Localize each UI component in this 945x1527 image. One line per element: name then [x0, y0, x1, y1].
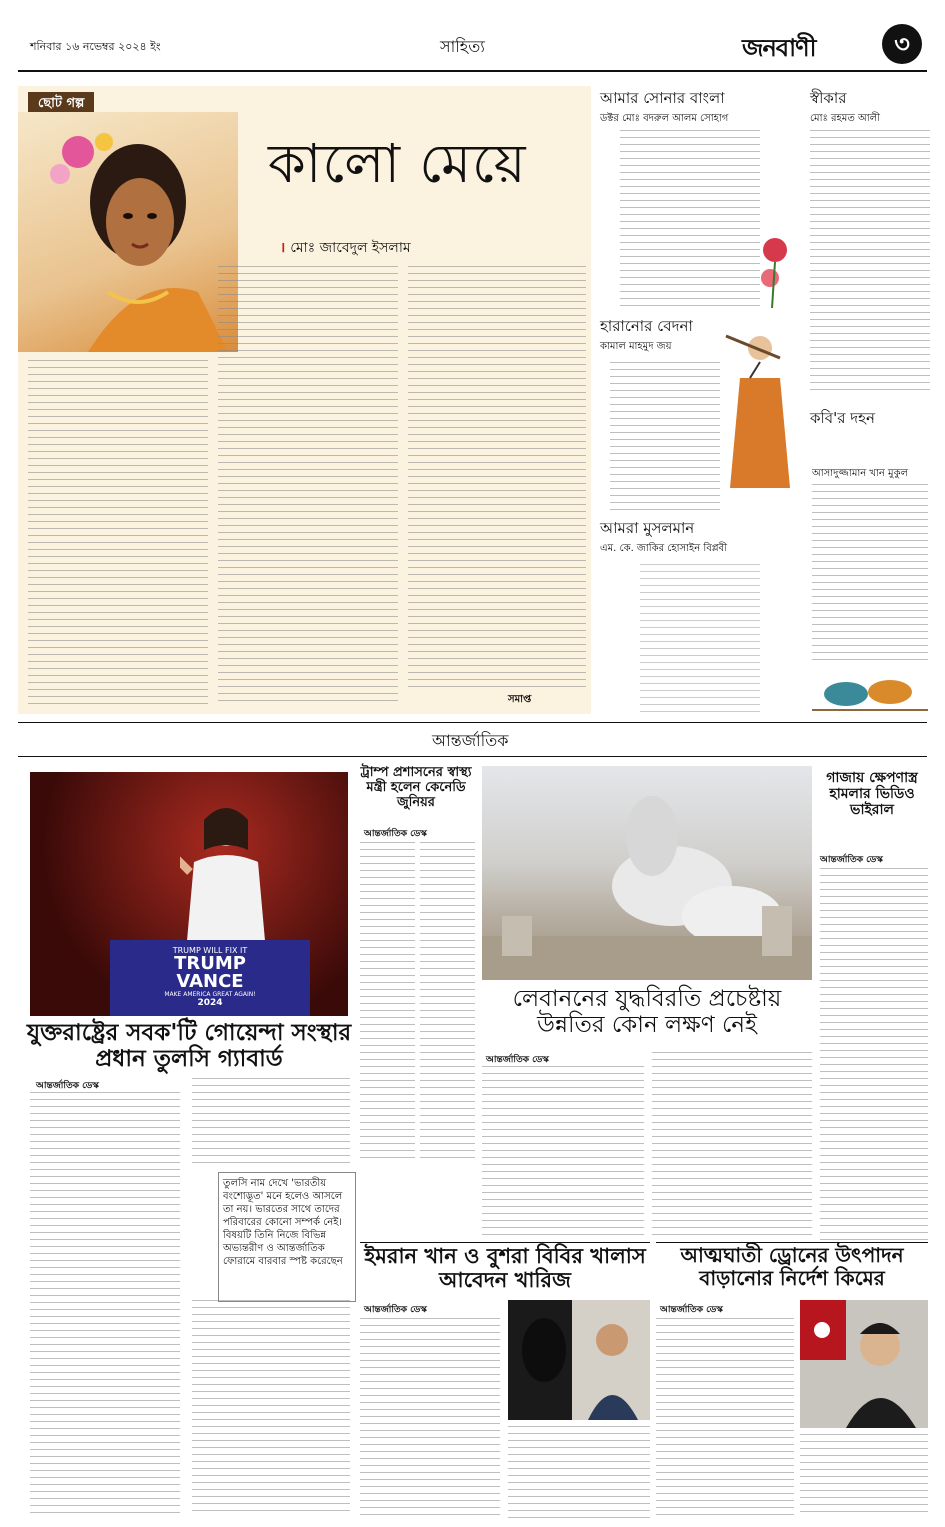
- podium-line-5: 2024: [197, 998, 223, 1008]
- podium-line-3: VANCE: [176, 971, 244, 992]
- poem-text: [640, 564, 760, 714]
- podium-line-2: TRUMP: [174, 953, 246, 974]
- story-panel: [18, 86, 591, 714]
- imran-headline: ইমরান খান ও বুশরা বিবির খালাস আবেদন খারিজ: [364, 1244, 646, 1293]
- story-column-2: [218, 266, 398, 705]
- brand-logo: জনবাণী: [742, 34, 816, 62]
- podium-line-4: MAKE AMERICA GREAT AGAIN!: [164, 991, 256, 998]
- gabbard-headline: যুক্তরাষ্ট্রের সবক'টি গোয়েন্দা সংস্থার প্রধান তুলসি গ্যাবার্ড: [26, 1020, 352, 1073]
- gabbard-column-1: [30, 1092, 180, 1517]
- lebanon-headline: লেবাননের যুদ্ধবিরতি প্রচেষ্টায় উন্নতির কোন লক্ষণ নেই: [512, 986, 782, 1039]
- poem-author: মোঃ রহমত আলী: [810, 113, 880, 125]
- kim-photo: [800, 1300, 928, 1428]
- poem-title: কবি'র দহন: [810, 409, 875, 427]
- section-rule-top: [18, 722, 927, 723]
- poem-title: আমরা মুসলমান: [600, 519, 695, 537]
- poem-text: [610, 362, 720, 516]
- section-title: সাহিত্য: [440, 37, 485, 56]
- gabbard-figure: [180, 802, 270, 952]
- story-column-3: [408, 266, 586, 690]
- poem-author: ডক্টর মোঃ বদরুল আলম সোহাগ: [600, 113, 729, 125]
- gabbard-pullquote: তুলসি নাম দেখে 'ভারতীয় বংশোদ্ভূত' মনে হলেও আসলে তা নয়। ভারতের সাথে তাদের পরিবারের কোনো সম্পর্ক নেই। বিষয়টি তিনি নিজে বিভিন্ন অভ্যন্তরীণ ও আন্তর্জাতিক ফোরামে বারবার স্পষ্ট করেছেন: [218, 1172, 356, 1302]
- poem-title: স্বীকার: [810, 89, 847, 107]
- poem-swikar: [810, 90, 930, 390]
- page-number-badge: ৩: [882, 24, 922, 64]
- smoke-cloud-icon: [482, 766, 812, 980]
- gabbard-desk: আন্তর্জাতিক ডেস্ক: [36, 1081, 99, 1091]
- section2-title: আন্তর্জাতিক: [432, 731, 509, 750]
- poem-text: [620, 130, 760, 312]
- kennedy-column-1: [360, 842, 415, 1164]
- lebanon-column-1: [482, 1066, 644, 1236]
- kennedy-headline: ট্রাম্প প্রশাসনের স্বাস্থ্য মন্ত্রী হলেন কেনেডি জুনিয়র: [360, 765, 472, 810]
- poem-title: আমার সোনার বাংলা: [600, 89, 725, 107]
- podium-line-1: TRUMP WILL FIX IT: [172, 946, 248, 955]
- kennedy-column-2: [420, 842, 475, 1164]
- page-header: [0, 0, 945, 78]
- poem-author: এম. কে. জাকির হোসাইন বিপ্লবী: [600, 543, 728, 555]
- lebanon-desk: আন্তর্জাতিক ডেস্ক: [486, 1055, 549, 1065]
- flute-player-icon: [720, 318, 800, 508]
- poem-amar-sonar-bangla: [600, 90, 800, 315]
- story-title: কালো মেয়ে: [268, 132, 527, 195]
- rose-icon: [750, 230, 800, 310]
- kim-column-1: [656, 1318, 794, 1518]
- header-rule: [18, 70, 927, 72]
- gabbard-column-2b: [192, 1300, 350, 1517]
- gaza-column: [820, 868, 928, 1240]
- lebanon-photo: [482, 766, 812, 980]
- gaza-headline: গাজায় ক্ষেপণাস্ত্র হামলার ভিডিও ভাইরাল: [826, 770, 918, 819]
- imran-rule: [360, 1242, 650, 1243]
- poem-amra-musalman: [600, 520, 805, 715]
- kennedy-desk: আন্তর্জাতিক ডেস্ক: [364, 829, 427, 839]
- gabbard-column-2: [192, 1078, 350, 1168]
- birds-icon: [810, 670, 930, 714]
- kim-desk: আন্তর্জাতিক ডেস্ক: [660, 1305, 723, 1315]
- issue-date: শনিবার ১৬ নভেম্বর ২০২৪ ইং: [30, 40, 161, 53]
- gaza-desk: আন্তর্জাতিক ডেস্ক: [820, 855, 883, 865]
- poem-haranor-bedona: [600, 318, 800, 518]
- story-kicker: ছোট গল্প: [28, 92, 94, 117]
- imran-column-1: [360, 1318, 500, 1518]
- section-rule-bottom: [18, 756, 927, 757]
- imran-column-2: [508, 1426, 650, 1518]
- story-illustration: [18, 112, 238, 352]
- kim-headline: আত্মঘাতী ড্রোনের উৎপাদন বাড়ানোর নির্দেশ কিমের: [680, 1243, 904, 1290]
- girl-portrait-icon: [18, 112, 238, 352]
- podium: [110, 940, 310, 1016]
- poem-text-kobir: [812, 484, 928, 660]
- poem-author-kobir: আসাদুজ্জামান খান মুকুল: [812, 468, 909, 479]
- gabbard-photo: [30, 772, 348, 1016]
- story-column-1: [28, 360, 208, 705]
- poem-author: কামাল মাহমুদ জয়: [600, 341, 672, 353]
- imran-desk: আন্তর্জাতিক ডেস্ক: [364, 1305, 427, 1315]
- story-author: । মোঃ জাবেদুল ইসলাম: [280, 240, 411, 256]
- poem-title: হারানোর বেদনা: [600, 317, 693, 335]
- imran-photo: [508, 1300, 650, 1420]
- lebanon-column-2: [652, 1052, 812, 1236]
- poem-text: [810, 130, 930, 390]
- kim-column-2: [800, 1434, 928, 1518]
- story-end-mark: সমাপ্ত: [508, 694, 532, 705]
